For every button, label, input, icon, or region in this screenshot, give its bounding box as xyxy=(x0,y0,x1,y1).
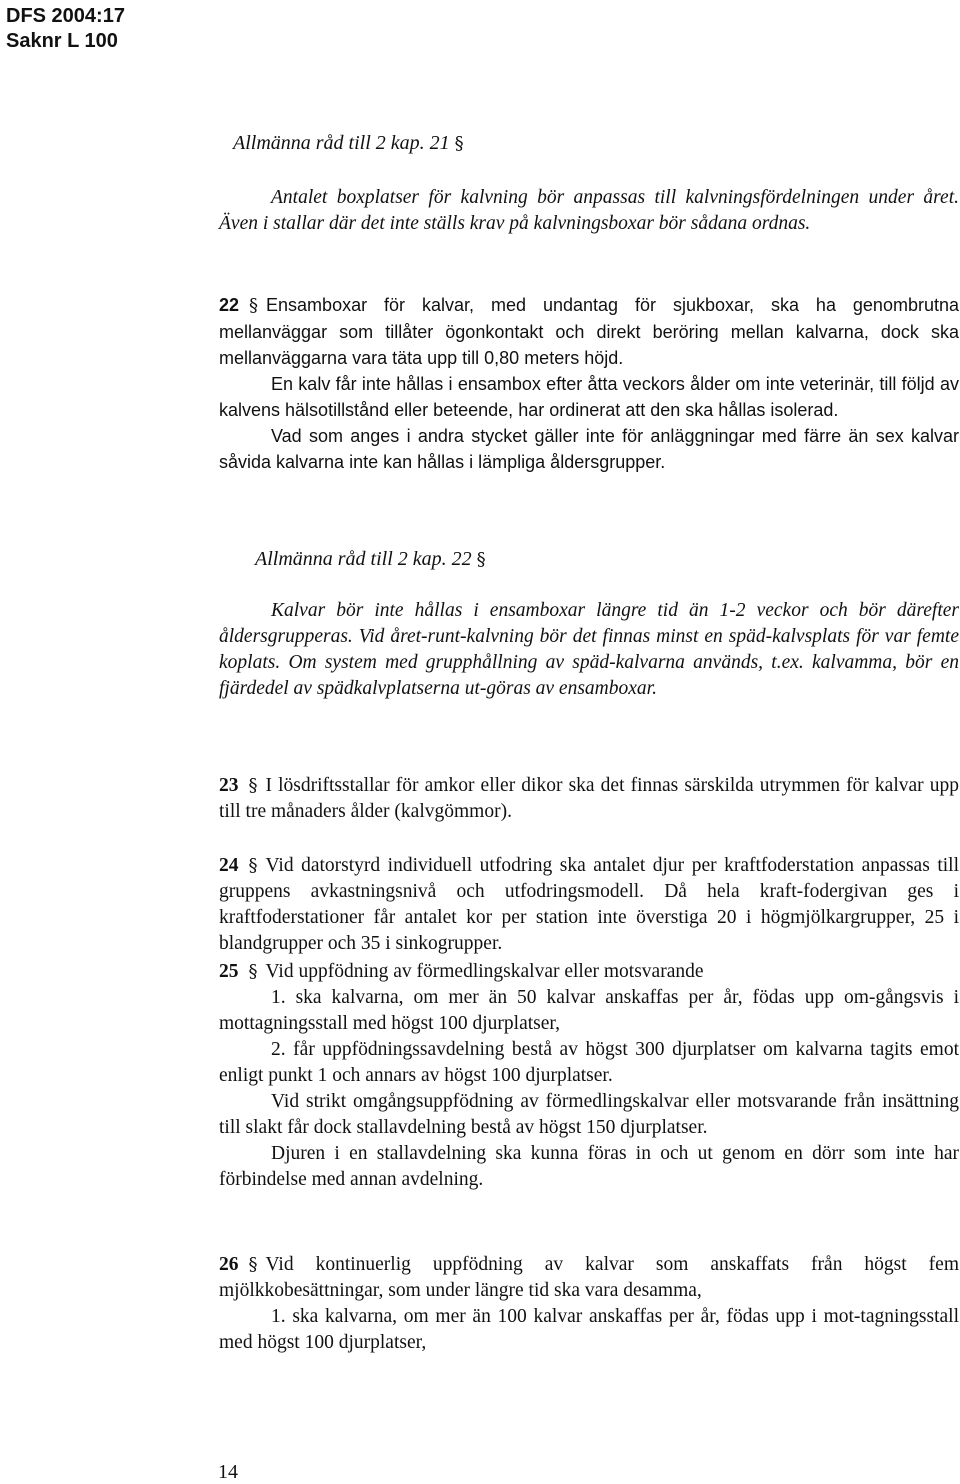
section-25-number: 25 xyxy=(219,961,239,982)
section-24-text: Vid datorstyrd individuell utfodring ska antalet djur per kraftfoderstation anpassas till gruppens avkastningsnivå och utfodringsmodell. Då hela kraft-fodergivan ges i kraftfoderstationer får antalet kor per station inte överstiga 20 i högmjölkargrupper, 25 i blandgrupper och 35 i sinkogrupper. xyxy=(219,855,959,954)
section-25: 25 § Vid uppfödning av förmedlingskalvar eller motsvarande 1. ska kalvarna, om mer än 50 kalvar anskaffas per år, födas upp om-gångsvis i mottagningsstall med högst 100 djurplatser, 2. får uppfödningssavdelning bestå av högst 300 djurplatser om kalvarna tagits emot enligt punkt 1 och annars av högst 100 djurplatser. Vid strikt omgångsuppfödning av förmedlingskalvar eller motsvarande från insättning till slakt får dock stallavdelning bestå av högst 150 djurplatser. Djuren i en stallavdelning ska kunna föras in och ut genom en dörr som inte har förbindelse med annan avdelning. xyxy=(219,959,959,1193)
section-25-item-2: 2. får uppfödningssavdelning bestå av högst 300 djurplatser om kalvarna tagits emot enligt punkt 1 och annars av högst 100 djurplatser. xyxy=(219,1039,959,1086)
advice-21 xyxy=(219,130,959,157)
section-26: 26 § Vid kontinuerlig uppfödning av kalvar som anskaffats från högst fem mjölkkobesättningar, som under längre tid ska vara desamma, 1. ska kalvarna, om mer än 100 kalvar anskaffas per år, födas upp i mot-tagningsstall med högst 100 djurplatser, xyxy=(219,1252,959,1356)
section-26-item-1: 1. ska kalvarna, om mer än 100 kalvar anskaffas per år, födas upp i mot-tagningsstall med högst 100 djurplatser, xyxy=(219,1306,959,1353)
document-header xyxy=(6,4,125,54)
case-number: Saknr L 100 xyxy=(6,30,118,52)
section-25-p3: Vid strikt omgångsuppfödning av förmedlingskalvar eller motsvarande från insättning till slakt får dock stallavdelning bestå av högst 150 djurplatser. xyxy=(219,1091,959,1138)
section-22-p2: En kalv får inte hållas i ensambox efter åtta veckors ålder om inte veterinär, till följd av kalvens hälsotillstånd eller beteende, har ordinerat att den ska hållas isolerad. xyxy=(219,374,959,420)
section-25-intro: Vid uppfödning av förmedlingskalvar eller motsvarande xyxy=(265,961,704,982)
section-23-text: I lösdriftsstallar för amkor eller dikor ska det finnas särskilda utrymmen för kalvar upp till tre månaders ålder (kalvgömmor). xyxy=(219,775,959,822)
section-22-p3: Vad som anges i andra stycket gäller inte för anläggningar med färre än sex kalvar såvida kalvarna inte kan hållas i lämpliga åldersgrupper. xyxy=(219,426,959,472)
section-24-number: 24 xyxy=(219,855,239,876)
advice-22 xyxy=(219,546,959,573)
section-22-number: 22 xyxy=(219,295,240,315)
advice-21-text: Antalet boxplatser för kalvning bör anpassas till kalvningsfördelningen under året. Även i stallar där det inte ställs krav på kalvningsboxar bör sådana ordnas. xyxy=(219,187,959,234)
page-number: 14 xyxy=(218,1461,238,1483)
advice-22-title: Allmänna råd till 2 kap. 22 § xyxy=(255,548,486,570)
advice-21-body xyxy=(219,185,959,237)
section-23-number: 23 xyxy=(219,775,239,796)
section-25-item-1: 1. ska kalvarna, om mer än 50 kalvar anskaffas per år, födas upp om-gångsvis i mottagningsstall med högst 100 djurplatser, xyxy=(219,987,959,1034)
section-24: 24 § Vid datorstyrd individuell utfodring ska antalet djur per kraftfoderstation anpassas till gruppens avkastningsnivå och utfodringsmodell. Då hela kraft-fodergivan ges i kraftfoderstationer får antalet kor per station inte överstiga 20 i högmjölkargrupper, 25 i blandgrupper och 35 i sinkogrupper. xyxy=(219,855,959,954)
section-25-p4: Djuren i en stallavdelning ska kunna föras in och ut genom en dörr som inte har förbindelse med annan avdelning. xyxy=(219,1143,959,1190)
section-26-intro: Vid kontinuerlig uppfödning av kalvar som anskaffats från högst fem mjölkkobesättningar, som under längre tid ska vara desamma, xyxy=(219,1254,959,1301)
section-22-p1: 22 § Ensamboxar för kalvar, med undantag för sjukboxar, ska ha genombrutna mellanväggar som tillåter ögonkontakt och direkt beröring mellan kalvarna, dock ska mellanväggarna vara täta upp till 0,80 meters höjd. xyxy=(219,295,959,368)
advice-22-body xyxy=(219,598,959,702)
advice-21-title: Allmänna råd till 2 kap. 21 § xyxy=(233,132,464,154)
section-23: 23 § I lösdriftsstallar för amkor eller dikor ska det finnas särskilda utrymmen för kalvar upp till tre månaders ålder (kalvgömmor). xyxy=(219,775,959,822)
section-22 xyxy=(219,292,959,475)
advice-22-text: Kalvar bör inte hållas i ensamboxar längre tid än 1-2 veckor och bör därefter åldersgrupperas. Vid året-runt-kalvning bör det finnas minst en späd-kalvsplats för var femte koplats. Om system med grupphållning av späd-kalvarna används, t.ex. kalvamma, bör en fjärdedel av spädkalvplatserna ut-göras av ensamboxar. xyxy=(219,600,959,699)
document-id: DFS 2004:17 xyxy=(6,5,125,27)
section-26-number: 26 xyxy=(219,1254,239,1275)
